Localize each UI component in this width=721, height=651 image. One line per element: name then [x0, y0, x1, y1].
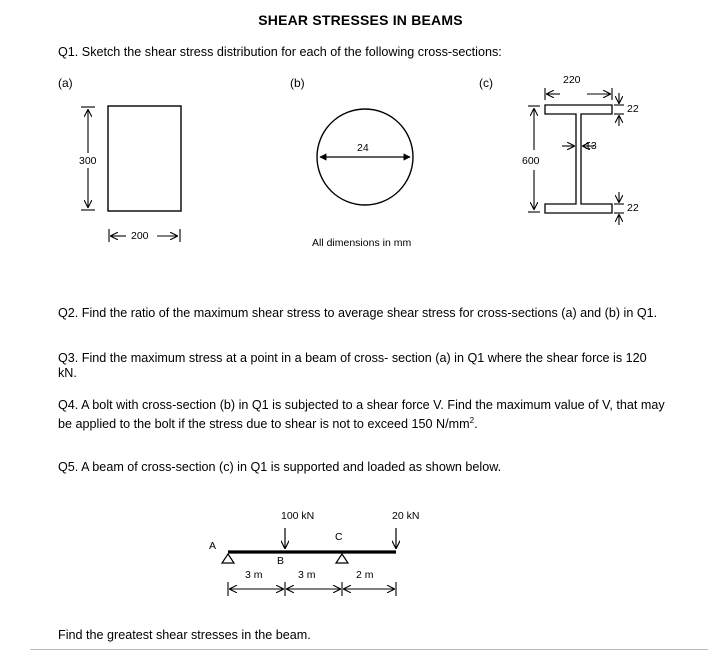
section-b-circle [317, 109, 413, 205]
span-dimensions [228, 582, 396, 596]
section-a-rectangle [108, 106, 181, 211]
label-a: (a) [58, 76, 73, 90]
label-c: (c) [479, 76, 493, 90]
section-c-flange-width-label: 220 [563, 74, 581, 86]
label-b: (b) [290, 76, 305, 90]
question-4-end: . [474, 417, 478, 432]
footer-divider [30, 649, 708, 650]
span-bc-label: 3 m [298, 569, 316, 581]
page-title: SHEAR STRESSES IN BEAMS [258, 12, 463, 28]
question-4-text: Q4. A bolt with cross-section (b) in Q1 is subjected to a shear force V. Find the maximum value of V, that may be applied to the bolt if the stress due to shear is not to exceed 150 N/mm [58, 398, 665, 432]
support-a [222, 554, 234, 563]
section-c-depth-label: 600 [522, 155, 540, 167]
question-5: Q5. A beam of cross-section (c) in Q1 is supported and loaded as shown below. [58, 460, 502, 474]
question-2: Q2. Find the ratio of the maximum shear stress to average shear stress for cross-sections (a) and (b) in Q1. [58, 306, 658, 320]
dimensions-note: All dimensions in mm [312, 237, 412, 249]
final-question: Find the greatest shear stresses in the beam. [58, 628, 311, 642]
load-20kn-label: 20 kN [392, 510, 420, 522]
question-4-superscript: 2 [469, 416, 475, 425]
section-b-diameter-label: 24 [357, 142, 369, 154]
point-c-label: C [335, 531, 343, 543]
question-4 [58, 398, 668, 432]
load-100kn-label: 100 kN [281, 510, 315, 522]
point-b-label: B [277, 555, 285, 567]
section-c-flange-width-dim [545, 88, 612, 100]
point-a-label: A [209, 540, 217, 552]
section-c-web-label: 13 [585, 140, 597, 152]
section-c-bottom-flange-label: 22 [627, 202, 639, 214]
question-3: Q3. Find the maximum stress at a point in a beam of cross- section (a) in Q1 where the shear force is 120 kN. [58, 351, 647, 380]
span-cd-label: 2 m [356, 569, 374, 581]
section-c-i-beam [545, 105, 612, 213]
section-c-bottom-flange-dim [614, 192, 624, 225]
support-c [336, 554, 348, 563]
question-1: Q1. Sketch the shear stress distribution for each of the following cross-sections: [58, 45, 502, 59]
section-c-top-flange-label: 22 [627, 103, 639, 115]
section-a-width-label: 200 [131, 230, 149, 242]
section-c-top-flange-dim [614, 93, 624, 126]
section-a-height-label: 300 [79, 155, 97, 167]
span-ab-label: 3 m [245, 569, 263, 581]
